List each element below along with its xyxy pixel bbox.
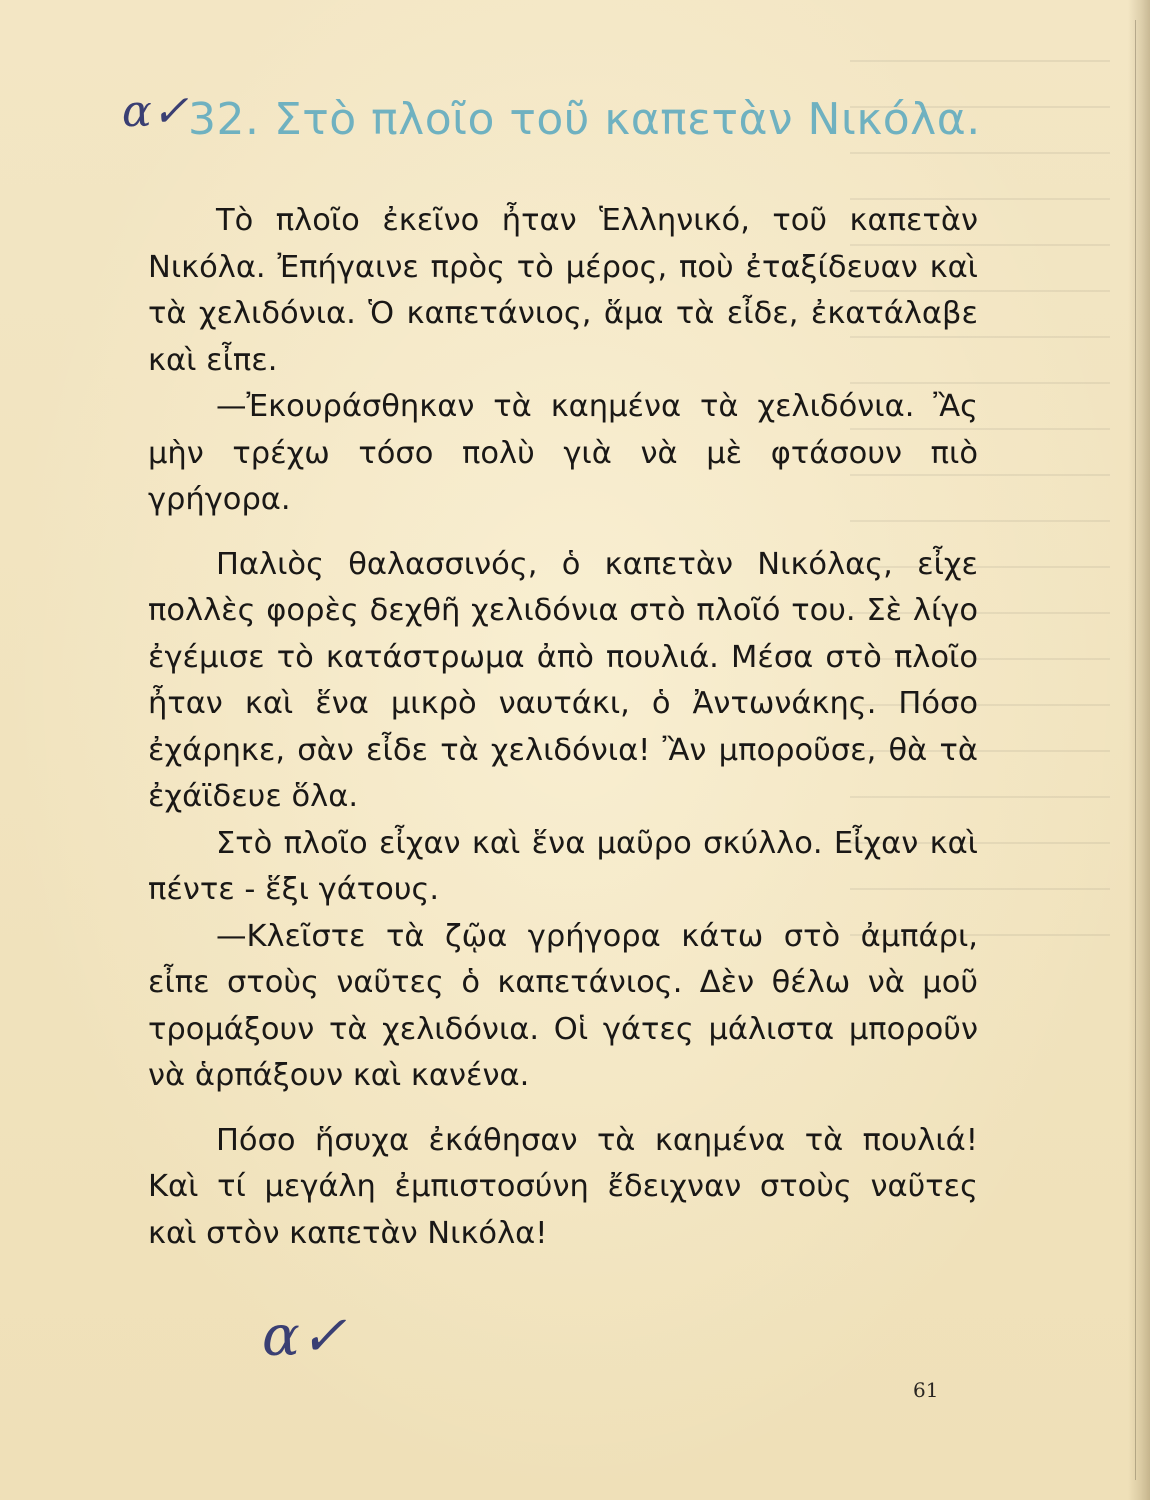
chapter-title: 32. Στὸ πλοῖο τοῦ καπετὰν Νικόλα.	[188, 94, 981, 145]
handwritten-end-check-mark-icon: α✓	[262, 1304, 347, 1369]
paragraph-5: —Κλεῖστε τὰ ζῷα γρήγορα κάτω στὸ ἀμπάρι, εἶπε στοὺς ναῦτες ὁ καπετάνιος. Δὲν θέλω νὰ μοῦ τρομάξουν τὰ χελιδόνια. Οἱ γάτες μάλιστα μποροῦν νὰ ἁρπάξουν καὶ κανένα.	[148, 918, 978, 1093]
paragraph-4: Στὸ πλοῖο εἶχαν καὶ ἕνα μαῦρο σκύλλο. Εἶχαν καὶ πέντε - ἕξι γάτους.	[148, 825, 978, 907]
handwritten-check-mark-icon: α✓	[122, 86, 189, 137]
page-edge-line	[1135, 20, 1136, 1480]
page-edge-shadow	[1128, 0, 1150, 1500]
paragraph-2: —Ἐκουράσθηκαν τὰ καημένα τὰ χελιδόνια. Ἂς μὴν τρέχω τόσο πολὺ γιὰ νὰ μὲ φτάσουν πιὸ γρήγορα.	[148, 389, 978, 517]
paragraph-1: Τὸ πλοῖο ἐκεῖνο ἦταν Ἑλληνικό, τοῦ καπετὰν Νικόλα. Ἐπήγαινε πρὸς τὸ μέρος, ποὺ ἐταξίδευαν καὶ τὰ χελιδόνια. Ὁ καπετάνιος, ἅμα τὰ εἶδε, ἐκατάλαβε καὶ εἶπε.	[148, 203, 978, 378]
paragraph-6: Πόσο ἥσυχα ἐκάθησαν τὰ καημένα τὰ πουλιά! Καὶ τί μεγάλη ἐμπιστοσύνη ἔδειχναν στοὺς ναῦτες καὶ στὸν καπετὰν Νικόλα!	[148, 1122, 978, 1251]
paragraph-3: Παλιὸς θαλασσινός, ὁ καπετὰν Νικόλας, εἶχε πολλὲς φορὲς δεχθῆ χελιδόνια στὸ πλοῖό του. Σὲ λίγο ἐγέμισε τὸ κατάστρωμα ἀπὸ πουλιά. Μέσα στὸ πλοῖο ἦταν καὶ ἕνα μικρὸ ναυτάκι, ὁ Ἀντωνάκης. Πόσο ἐχάρηκε, σὰν εἶδε τὰ χελιδόνια! Ἂν μποροῦσε, θὰ τὰ ἐχάϊδευε ὅλα.	[148, 546, 978, 814]
body-text	[148, 198, 978, 1257]
page-number: 61	[913, 1378, 939, 1402]
